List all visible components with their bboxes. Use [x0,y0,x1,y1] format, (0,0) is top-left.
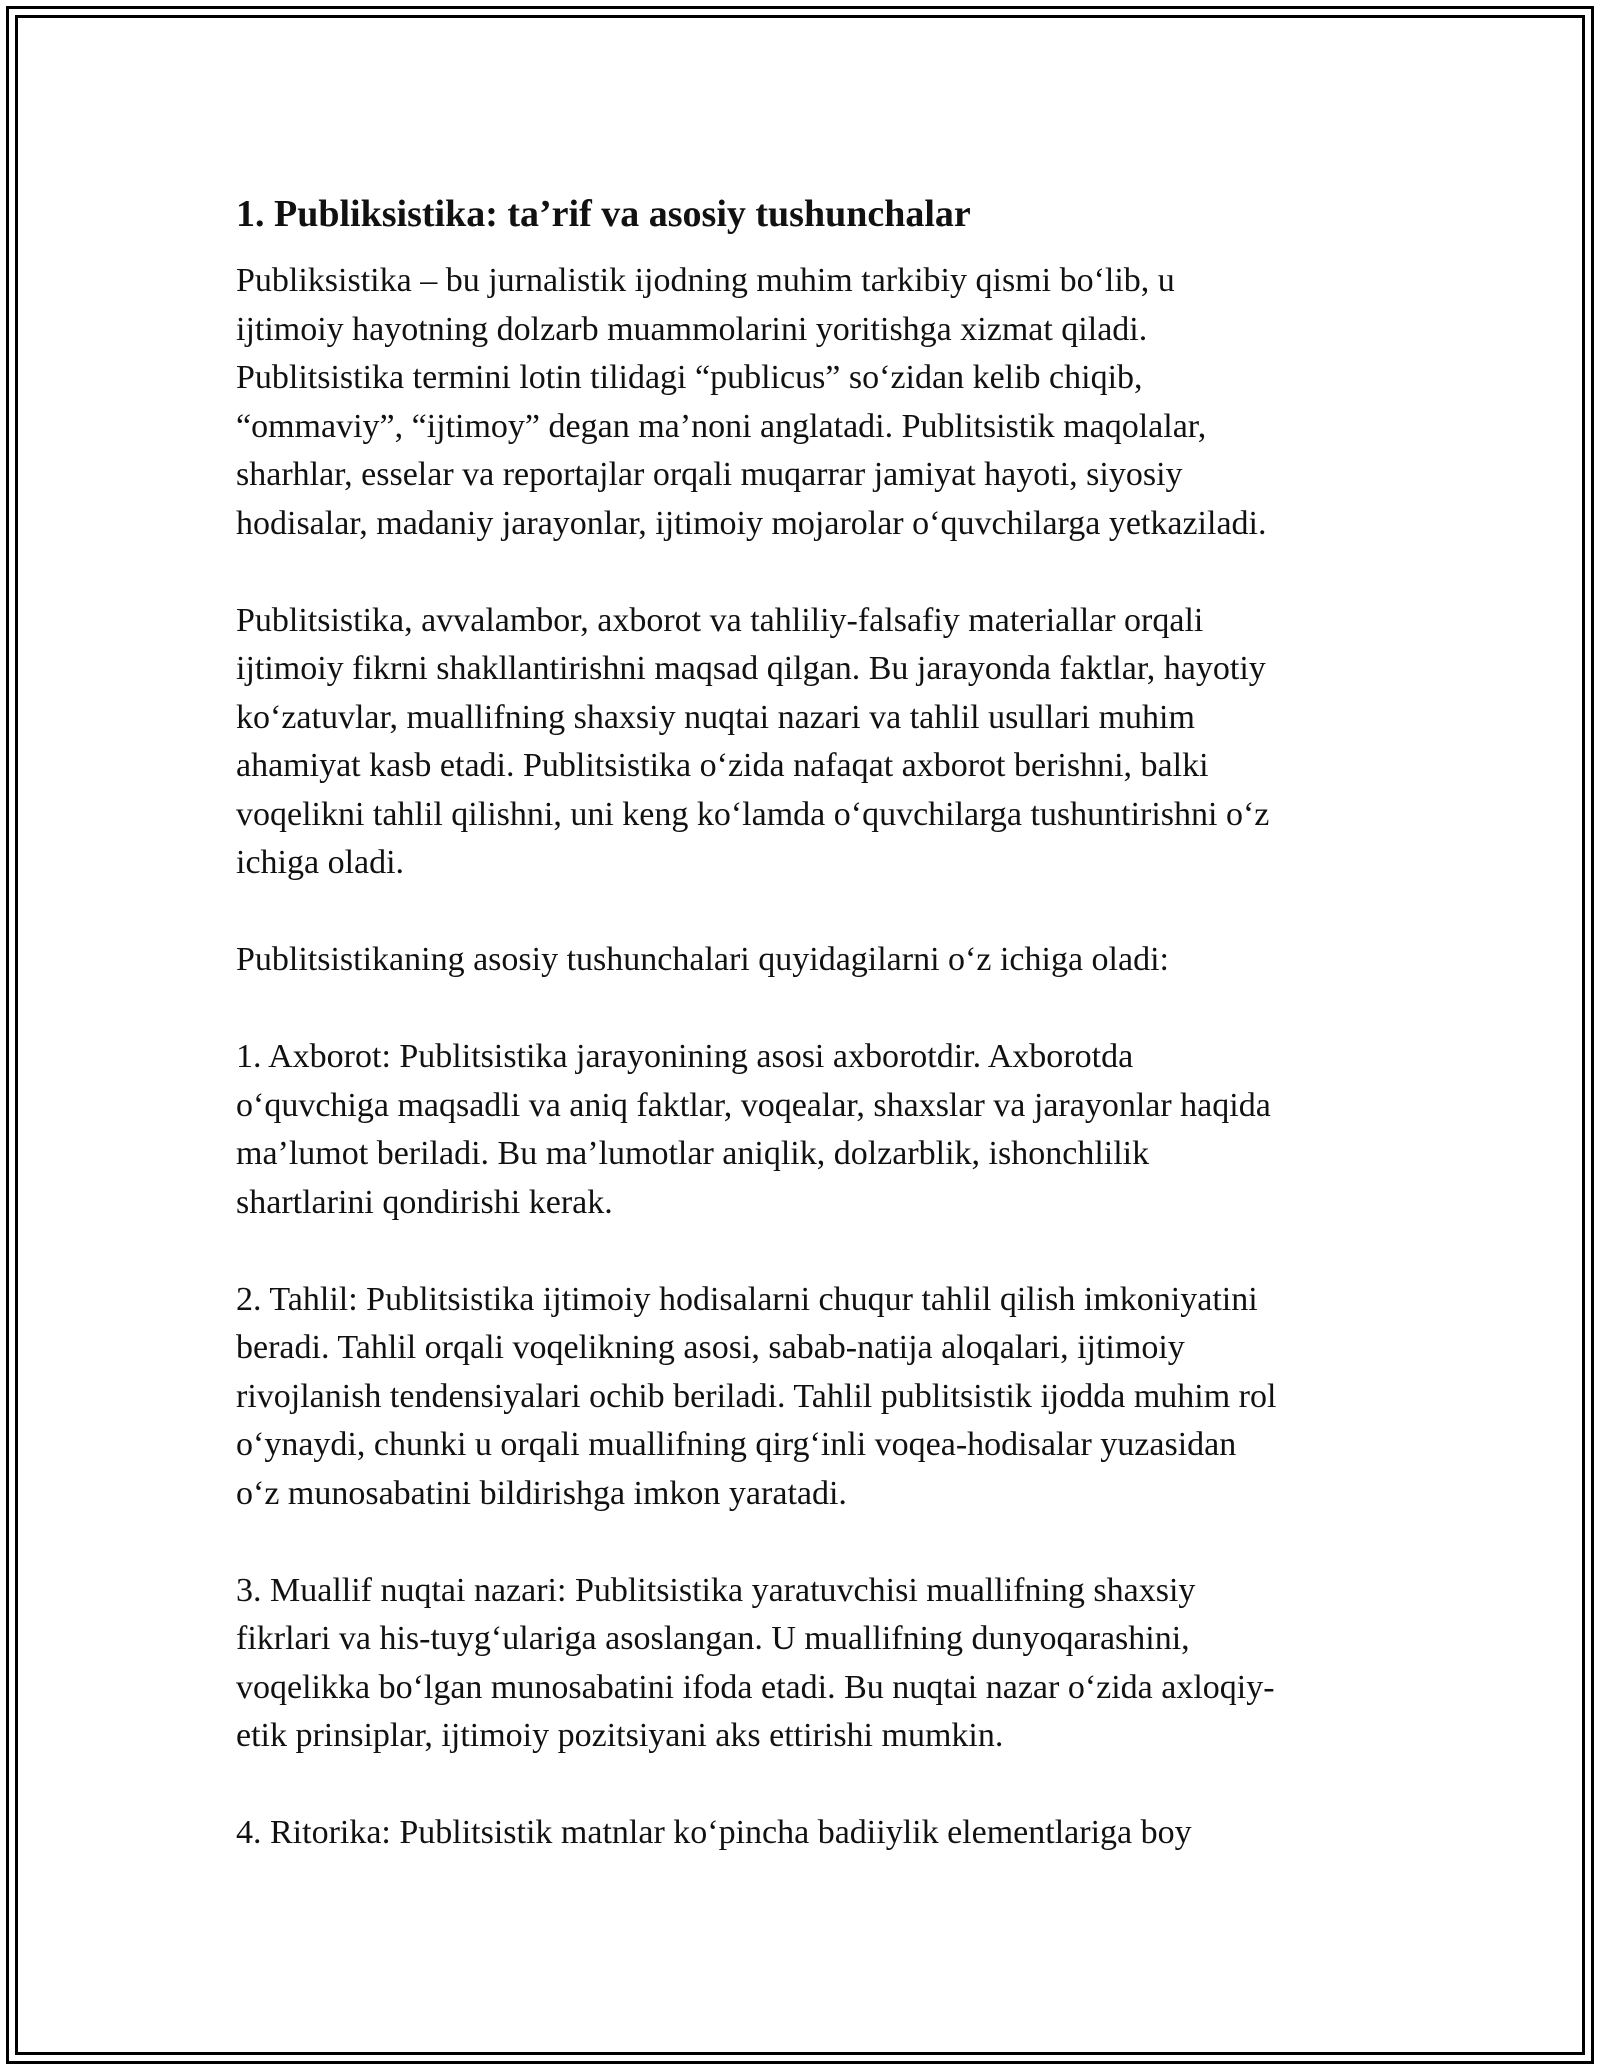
list-item-tahlil: 2. Tahlil: Publitsistika ijtimoiy hodisalarni chuqur tahlil qilish imkoniyatini beradi. Tahlil orqali voqelikning asosi, sabab-natija aloqalari, ijtimoiy rivojlanish tendensiyalari ochib beriladi. Tahlil publitsistik ijodda muhim rol o‘ynaydi, chunki u orqali muallifning qirg‘inli voqea-hodisalar yuzasidan o‘z munosabatini bildirishga imkon yaratadi. [236,1280,1277,1512]
section-heading: 1. Publiksistika: ta’rif va asosiy tushunchalar [236,193,971,235]
paragraph-purpose: Publitsistika, avvalambor, axborot va tahliliy-falsafiy materiallar orqali ijtimoiy fikrni shakllantirishni maqsad qilgan. Bu jarayonda faktlar, hayotiy ko‘zatuvlar, muallifning shaxsiy nuqtai nazari va tahlil usullari muhim ahamiyat kasb etadi. Publitsistika o‘zida nafaqat axborot berishni, balki voqelikni tahlil qilishni, uni keng ko‘lamda o‘quvchilarga tushuntirishni o‘z ichiga oladi. [236,601,1270,881]
paragraph-concepts-intro: Publitsistikaning asosiy tushunchalari quyidagilarni o‘z ichiga oladi: [236,941,1169,978]
list-item-muallif-nuqtai-nazari: 3. Muallif nuqtai nazari: Publitsistika yaratuvchisi muallifning shaxsiy fikrlari va his-tuyg‘ulariga asoslangan. U muallifning dunyoqarashini, voqelikka bo‘lgan munosabatini ifoda etadi. Bu nuqtai nazar o‘zida axloqiy- etik prinsiplar, ijtimoiy pozitsiyani aks ettirishi mumkin. [236,1571,1275,1754]
list-item-axborot: 1. Axborot: Publitsistika jarayonining asosi axborotdir. Axborotda o‘quvchiga maqsadli va aniq faktlar, voqealar, shaxslar va jarayonlar haqida ma’lumot beriladi. Bu ma’lumotlar aniqlik, dolzarblik, ishonchlilik shartlarini qondirishi kerak. [236,1038,1271,1221]
list-item-ritorika: 4. Ritorika: Publitsistik matnlar ko‘pincha badiiylik elementlariga boy [236,1814,1192,1851]
paragraph-definition: Publiksistika – bu jurnalistik ijodning muhim tarkibiy qismi bo‘lib, u ijtimoiy hayotning dolzarb muammolarini yoritishga xizmat qiladi. Publitsistika termini lotin tilidagi “publicus” so‘zidan kelib chiqib, “ommaviy”, “ijtimoy” degan ma’noni anglatadi. Publitsistik maqolalar, sharhlar, esselar va reportajlar orqali muqarrar jamiyat hayoti, siyosiy hodisalar, madaniy jarayonlar, ijtimoiy mojarolar o‘quvchilarga yetkaziladi. [236,262,1267,542]
document-body [236,188,1376,1906]
